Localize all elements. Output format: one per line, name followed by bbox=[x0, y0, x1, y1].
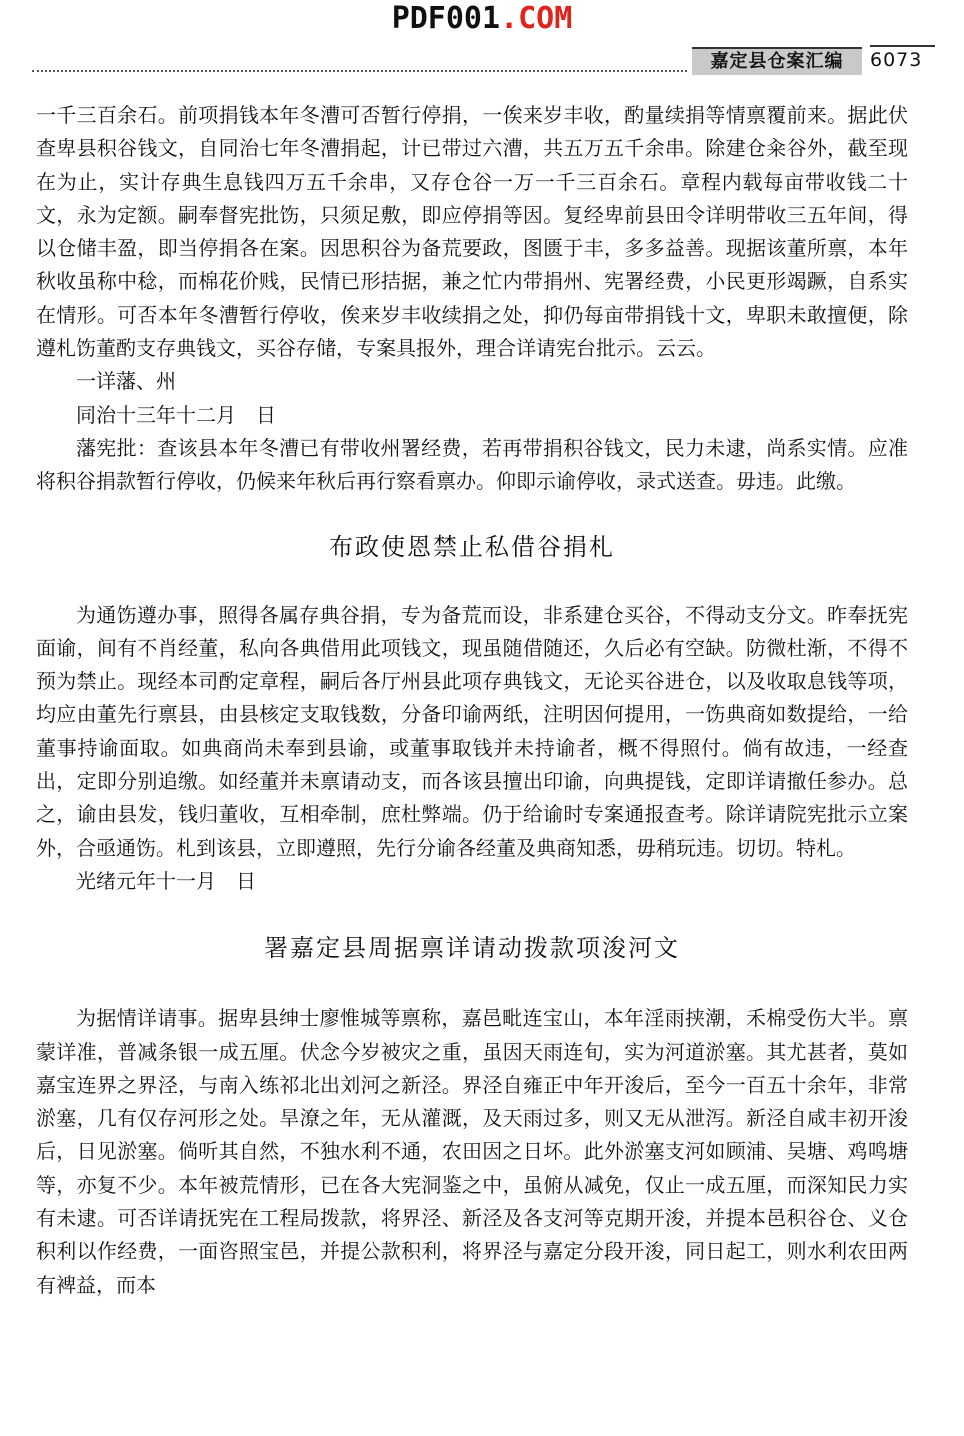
doc1-reply: 藩宪批：查该县本年冬漕已有带收州署经费，若再带捐积谷钱文，民力未逮，尚系实情。应准将积谷捐款暂行停收，仍候来年秋后再行察看禀办。仰即示谕停收，录式送查。毋违。此缴。 bbox=[36, 435, 908, 494]
watermark-domain: .COM bbox=[500, 1, 573, 36]
watermark-text: PDF001 bbox=[391, 1, 501, 36]
doc3-title: 署嘉定县周据禀详请动拨款项浚河文 bbox=[264, 934, 680, 963]
page-number: 6073 bbox=[870, 49, 923, 71]
doc2-body: 为通饬遵办事，照得各属存典谷捐，专为备荒而设，非系建仓买谷，不得动支分文。昨奉抚宪面谕，间有不肖经董，私向各典借用此项钱文，现虽随借随还，久后必有空缺。防微杜渐，不得不预为禁止。现经本司酌定章程，嗣后各厅州县此项存典钱文，无论买谷进仓，以及收取息钱等项，均应由董先行禀县，由县核定支取钱数，分备印谕两纸，注明因何提用，一饬典商如数提给，一给董事持谕面取。如典商尚未奉到县谕，或董事取钱并未持谕者，概不得照付。倘有故违，一经查出，定即分别追缴。如经董并未禀请动支，而各该县擅出印谕，向典提钱，定即详请撤任参办。总之，谕由县发，钱归董收，互相牵制，庶杜弊端。仍于给谕时专案通报查考。除详请院宪批示立案外，合亟通饬。札到该县，立即遵照，先行分谕各经董及典商知悉，毋稍玩违。切切。特札。 bbox=[36, 602, 908, 860]
doc2-date: 光绪元年十一月 日 bbox=[76, 868, 256, 893]
doc1-date: 同治十三年十二月 日 bbox=[76, 402, 276, 427]
watermark bbox=[0, 2, 964, 36]
doc3-body: 为据情详请事。据卑县绅士廖惟城等禀称，嘉邑毗连宝山，本年淫雨挟潮，禾棉受伤大半。禀蒙详准，普减条银一成五厘。伏念今岁被灾之重，虽因天雨连旬，实为河道淤塞。其尤甚者，莫如嘉宝连界之界泾，与南入练祁北出刘河之新泾。界泾自雍正中年开浚后，至今一百五十余年，非常淤塞，几有仅存河形之处。旱潦之年，无从灌溉，及天雨过多，则又无从泄泻。新泾自咸丰初开浚后，日见淤塞。倘听其自然，不独水利不通，农田因之日坏。此外淤塞支河如顾浦、吴塘、鸡鸣塘等，亦复不少。本年被荒情形，已在各大宪洞鉴之中，虽俯从减免，仅止一成五厘，而深知民力实有未逮。可否详请抚宪在工程局拨款，将界泾、新泾及各支河等克期开浚，并提本邑积谷仓、义仓积利以作经费，一面咨照宝邑，并提公款积利，将界泾与嘉定分段开浚，同日起工，则水利农田两有裨益，而本 bbox=[36, 1006, 908, 1297]
running-header bbox=[32, 40, 932, 74]
page-content bbox=[36, 99, 908, 1302]
doc2-title: 布政使恩禁止私借谷捐札 bbox=[329, 532, 615, 561]
doc1-cc: 一详藩、州 bbox=[76, 369, 176, 394]
header-dotted-rule bbox=[32, 70, 687, 72]
doc1-body: 一千三百余石。前项捐钱本年冬漕可否暂行停捐，一俟来岁丰收，酌量续捐等情禀覆前来。据此伏查卑县积谷钱文，自同治七年冬漕捐起，计已带过六漕，共五万五千余串。除建仓籴谷外，截至现在为止，实计存典生息钱四万五千余串，又存仓谷一万一千三百余石。章程内载每亩带收钱二十文，永为定额。嗣奉督宪批饬，只须足敷，即应停捐等因。复经卑前县田令详明带收三五年间，得以仓储丰盈，即当停捐各在案。因思积谷为备荒要政，图匮于丰，多多益善。现据该董所禀，本年秋收虽称中稔，而棉花价贱，民情已形拮据，兼之忙内带捐州、宪署经费，小民更形竭蹶，自系实在情形。可否本年冬漕暂行停收，俟来岁丰收续捐之处，抑仍每亩带捐钱十文，卑职未敢擅便，除遵札饬董酌支存典钱文，买谷存储，专案具报外，理合详请宪台批示。云云。 bbox=[36, 103, 908, 361]
book-title: 嘉定县仓案汇编 bbox=[692, 47, 862, 75]
